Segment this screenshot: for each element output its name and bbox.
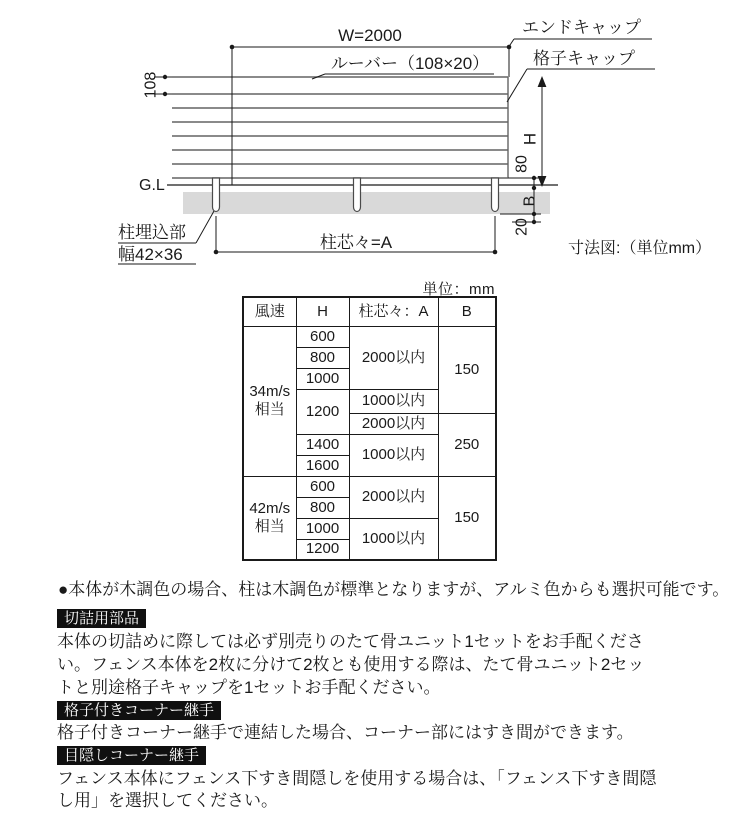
embed-depth-dim-label: B	[521, 195, 539, 207]
section-heading-label: 切詰用部品	[57, 609, 146, 628]
cut-parts-text-line3: トと別途格子キャップを1セットお手配ください。	[57, 678, 441, 697]
cut-parts-text-line1: 本体の切詰めに際しては必ず別売りのたて骨ユニット1セットをお手配くださ	[57, 632, 644, 651]
louver-panel	[172, 77, 508, 178]
wind-speed-34-cell	[243, 326, 296, 476]
gravel-depth-dim-label: 20	[513, 218, 531, 236]
h-value-cell: 600	[296, 326, 349, 347]
col-header-embed-depth: B	[438, 297, 496, 326]
post-embed-label-line2: 幅42×36	[118, 245, 183, 264]
h-value-cell: 1600	[296, 455, 349, 476]
b-value-cell: 250	[438, 413, 496, 476]
color-note: ●本体が木調色の場合、柱は木調色が標準となりますが、アルミ色からも選択可能です。	[58, 580, 730, 599]
col-header-post-span: 柱芯々：A	[349, 297, 438, 326]
width-dim-label: W=2000	[338, 26, 402, 45]
ground-line-label: G.L	[139, 177, 165, 194]
wind-speed-42-line1: 42m/s	[249, 499, 291, 517]
bottom-gap-dim-label: 80	[513, 155, 531, 173]
louver-label: ルーバー（108×20）	[330, 54, 490, 73]
a-value-cell: 1000以内	[349, 389, 438, 413]
section-heading-privacy-corner-joint	[57, 746, 206, 765]
cut-parts-text-line2: い。フェンス本体を2枚に分けて2枚とも使用する際は、たて骨ユニット2セッ	[57, 655, 645, 674]
height-dim-label: H	[520, 132, 540, 146]
section-heading-label: 格子付きコーナー継手	[57, 701, 221, 720]
h-value-cell: 1000	[296, 368, 349, 389]
a-value-cell: 1000以内	[349, 518, 438, 560]
h-value-cell: 600	[296, 476, 349, 497]
post-right	[492, 178, 499, 212]
a-value-cell: 2000以内	[349, 413, 438, 434]
end-cap-label: エンドキャップ	[522, 18, 641, 37]
table-row	[243, 326, 496, 347]
b-value-cell: 150	[438, 476, 496, 560]
a-value-cell: 2000以内	[349, 476, 438, 518]
privacy-corner-joint-text-line2: し用」を選択してください。	[57, 791, 278, 810]
post-span-dim-label: 柱芯々=A	[319, 233, 393, 252]
post-embed-label-line1: 柱埋込部	[118, 223, 186, 242]
a-value-cell: 2000以内	[349, 326, 438, 389]
post-middle	[354, 178, 361, 212]
h-value-cell: 1400	[296, 434, 349, 455]
section-heading-label: 目隠しコーナー継手	[57, 746, 206, 765]
col-header-height: H	[296, 297, 349, 326]
wind-speed-42-line2: 相当	[254, 517, 285, 535]
privacy-corner-joint-text-line1: フェンス本体にフェンス下すき間隠しを使用する場合は、「フェンス下すき間隠	[57, 769, 657, 788]
section-heading-cut-parts	[57, 609, 146, 628]
wind-speed-34-line1: 34m/s	[249, 383, 291, 400]
lattice-corner-joint-text-line1: 格子付きコーナー継手で連結した場合、コーナー部にはすき間ができます。	[57, 723, 634, 742]
wind-speed-42-cell	[243, 476, 296, 560]
post-left	[213, 178, 220, 212]
table-row	[243, 476, 496, 497]
fence-dimension-diagram	[0, 0, 740, 276]
a-value-cell: 1000以内	[349, 434, 438, 476]
section-heading-lattice-corner-joint	[57, 701, 221, 720]
h-value-cell: 1200	[296, 389, 349, 434]
col-header-wind-speed: 風速	[243, 297, 296, 326]
h-value-cell: 1000	[296, 518, 349, 539]
b-value-cell: 150	[438, 326, 496, 413]
spec-table	[242, 296, 497, 561]
wind-speed-34-line2: 相当	[254, 401, 285, 418]
h-value-cell: 1200	[296, 539, 349, 560]
table-unit-label: 単位：mm	[422, 281, 495, 298]
h-value-cell: 800	[296, 347, 349, 368]
h-value-cell: 800	[296, 497, 349, 518]
dimension-note-label: 寸法図:（単位mm）	[568, 240, 712, 257]
lattice-cap-label: 格子キャップ	[533, 49, 635, 68]
louver-height-dim-label: 108	[142, 71, 160, 99]
spec-table-header-row	[243, 297, 496, 326]
